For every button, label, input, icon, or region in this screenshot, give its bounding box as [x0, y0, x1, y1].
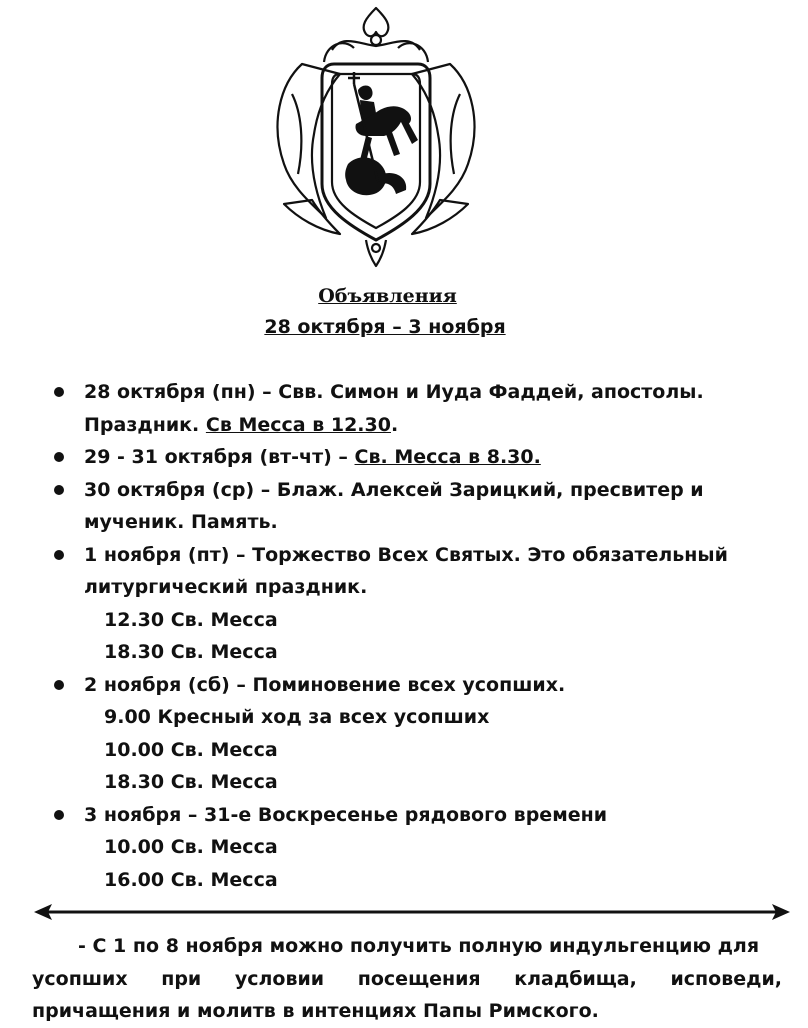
coat-of-arms-st-george-icon — [262, 4, 490, 272]
schedule-entry: 16.00 Св. Месса — [104, 868, 278, 891]
note-word: при — [161, 967, 202, 990]
text-segment: литургический праздник. — [84, 576, 368, 598]
text-segment: 30 октября (ср) – Блаж. Алексей Зарицкий, пресвитер и — [84, 478, 704, 501]
announcement-line — [84, 539, 808, 572]
announcement-line — [84, 376, 808, 409]
underlined-text: Св Месса в 12.30 — [205, 413, 391, 436]
note-line — [32, 963, 782, 996]
schedule-entry: 10.00 Св. Месса — [104, 738, 278, 761]
text-segment: 28 октября (пн) – Свв. Симон и Иуда Фаддей, апостолы. — [84, 381, 704, 403]
text-segment: 29 - 31 октября (вт-чт) – — [84, 446, 355, 468]
page-title: Объявления — [318, 285, 457, 307]
note-word: усопших — [32, 967, 128, 990]
bullet-icon — [54, 550, 64, 560]
announcement-item — [0, 474, 808, 539]
announcement-item — [0, 441, 808, 474]
announcement-line — [84, 669, 808, 702]
note-word: посещения — [357, 967, 481, 990]
announcement-line — [84, 441, 808, 474]
double-arrow-icon — [34, 902, 790, 922]
note-word: исповеди, — [670, 967, 782, 990]
bullet-icon — [54, 387, 64, 397]
bullet-icon — [54, 680, 64, 690]
text-segment: 2 ноября (сб) – Поминовение всех усопших. — [84, 673, 566, 696]
text-segment: мученик. Память. — [84, 511, 278, 533]
date-range: 28 октября – 3 ноября — [264, 316, 506, 338]
text-segment: Праздник. — [84, 413, 206, 436]
bullet-icon — [54, 452, 64, 462]
announcement-line — [84, 799, 808, 832]
bullet-icon — [54, 485, 64, 495]
announcement-item — [0, 539, 808, 669]
note-word: условии — [234, 967, 325, 990]
schedule-entry: 9.00 Кресный ход за всех усопших — [104, 706, 490, 728]
underlined-text: Св. Месса в 8.30. — [354, 446, 541, 468]
schedule-entry: 18.30 Св. Месса — [104, 641, 278, 663]
schedule-entry: 18.30 Св. Месса — [104, 771, 278, 793]
announcement-line — [84, 474, 808, 507]
text-segment: . — [390, 413, 399, 436]
announcement-item — [0, 376, 808, 441]
note-line: причащения и молитв в интенциях Папы Римского. — [32, 1000, 599, 1022]
announcement-line — [84, 409, 808, 442]
schedule-entry: 12.30 Св. Месса — [104, 608, 278, 631]
text-segment: 3 ноября – 31-е Воскресенье рядового времени — [84, 803, 608, 826]
bullet-icon — [54, 810, 64, 820]
note-word: кладбища, — [514, 967, 637, 990]
indulgence-note — [32, 930, 782, 1028]
announcement-list — [0, 376, 808, 896]
announcement-line — [84, 506, 808, 539]
announcement-item — [0, 669, 808, 799]
schedule-entry: 10.00 Св. Месса — [104, 836, 278, 858]
announcement-line — [84, 571, 808, 604]
announcement-item — [0, 799, 808, 897]
note-line: - С 1 по 8 ноября можно получить полную индульгенцию для — [78, 935, 760, 957]
text-segment: 1 ноября (пт) – Торжество Всех Святых. Это обязательный — [84, 543, 728, 566]
